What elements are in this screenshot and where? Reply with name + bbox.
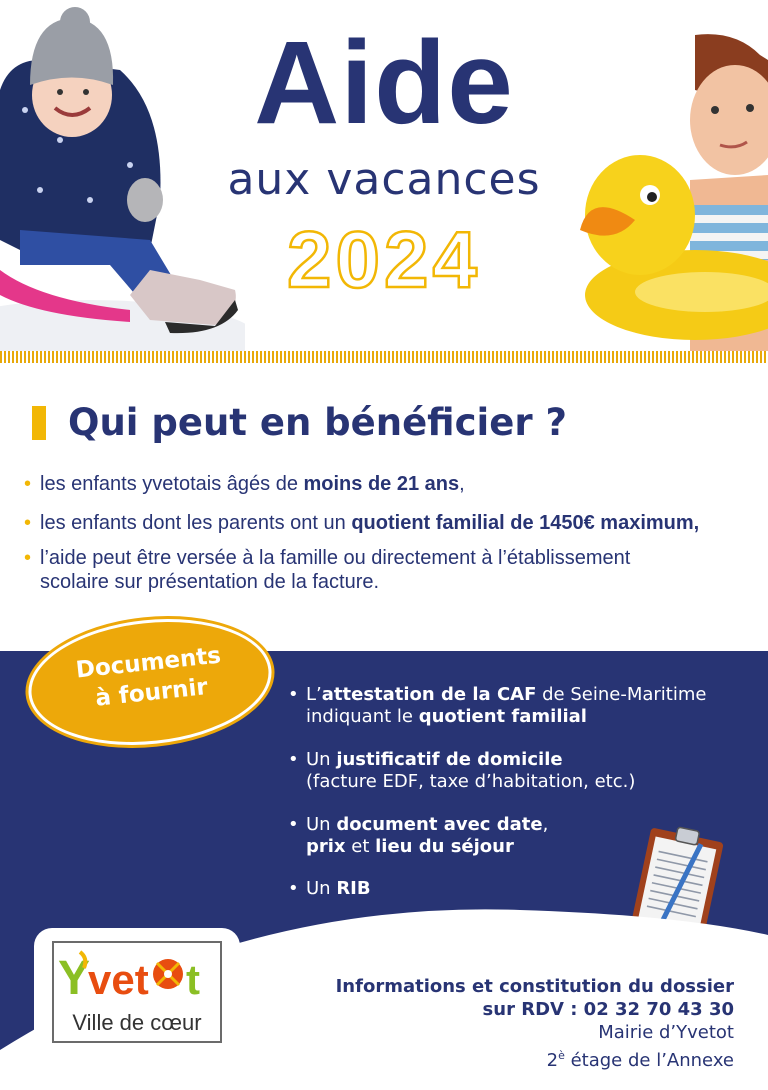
yvetot-logo: [56, 946, 218, 1002]
bullet-icon: •: [24, 473, 32, 495]
year-label: 2024: [287, 215, 481, 304]
bullet-icon: •: [288, 814, 299, 835]
bullet-icon: •: [288, 684, 299, 705]
info-phone: sur RDV : 02 32 70 43 30: [482, 999, 734, 1020]
bullet-icon: •: [288, 749, 299, 770]
criteria-item: • les enfants dont les parents ont un quotient familial de 1450€ maximum,: [24, 512, 700, 534]
info-floor: $2^è$ étage de l’Annexe: [546, 1049, 734, 1071]
documents-badge-label: Documents à fournir: [74, 642, 223, 712]
document-item: • Un RIB: [288, 878, 371, 899]
svg-text:Y: Y: [58, 952, 91, 1002]
criteria-item: • l’aide peut être versée à la famille ou directement à l’établissement scolaire sur présentation de la facture.: [24, 547, 631, 593]
bullet-icon: •: [288, 878, 299, 899]
document-item: • L’attestation de la CAF de Seine-Maritime indiquant le quotient familial: [288, 684, 707, 727]
section-marker: [32, 406, 46, 440]
criteria-item: • les enfants yvetotais âgés de moins de 21 ans,: [24, 473, 465, 495]
info-location: Mairie d’Yvetot: [598, 1022, 734, 1043]
svg-text:t: t: [186, 956, 200, 1002]
document-item: • Un document avec date, prix et lieu du séjour: [288, 814, 549, 857]
document-item: • Un justificatif de domicile (facture EDF, taxe d’habitation, etc.): [288, 749, 636, 792]
section-heading: Qui peut en bénéficier ?: [68, 401, 567, 444]
bullet-icon: •: [24, 547, 32, 569]
header-divider: [0, 351, 768, 363]
info-heading: Informations et constitution du dossier: [335, 976, 734, 997]
svg-text:vet: vet: [88, 956, 149, 1002]
bullet-icon: •: [24, 512, 32, 534]
logo-tagline: Ville de cœur: [72, 1010, 202, 1035]
page-title: Aide: [254, 17, 514, 149]
page-subtitle: aux vacances: [227, 154, 541, 205]
